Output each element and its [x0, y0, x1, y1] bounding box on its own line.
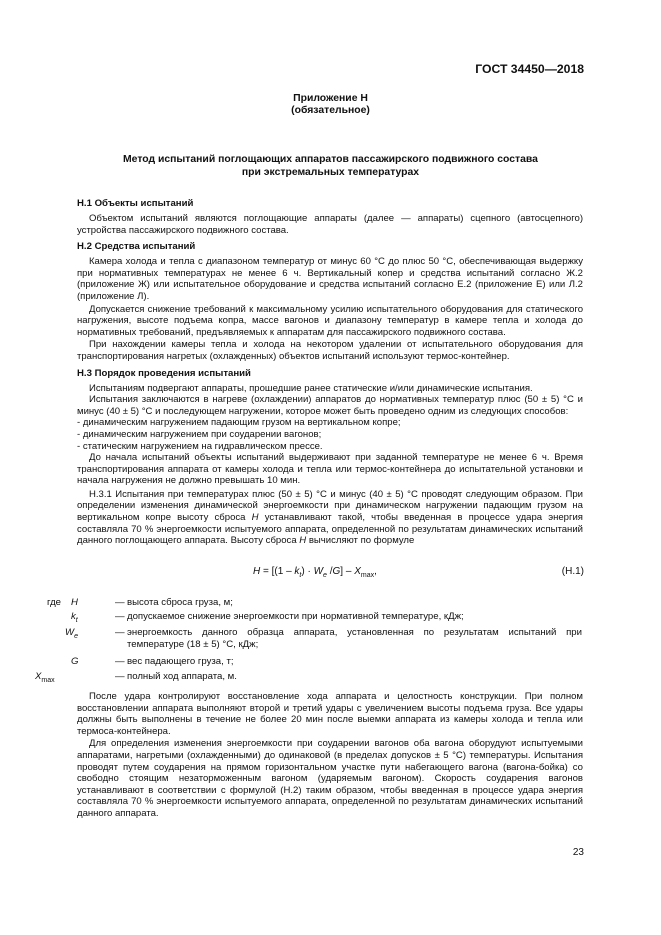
where-symbol: $X_{max}$ [35, 671, 55, 684]
dash: — [115, 611, 125, 622]
symbol-h: Н [299, 535, 307, 547]
section-n1 [77, 198, 583, 547]
where-symbol: H [71, 597, 78, 608]
list-item: - статическим нагружением на гидравлическом прессе. [77, 440, 323, 452]
where-label: где [47, 597, 62, 608]
paragraph [77, 489, 583, 547]
list-item: - динамическим нагружением падающим грузом на вертикальном копре; [77, 417, 401, 429]
dash: — [115, 627, 125, 638]
where-definition: допускаемое снижение энергоемкости при нормативной температуре, кДж; [127, 611, 464, 622]
text-run: вычисляют по формуле [306, 535, 415, 547]
where-definition: энергоемкость данного образца аппарата, установленная по результатам испытаний при температуре (18 ± 5) °С, кДж; [127, 627, 582, 650]
paragraph: Допускается снижение требований к максимальному усилию испытательного оборудования для статического нагружения, высоте подъема копра, массе вагонов и диапазону температур в камере тепла и холода до нормативных требований, предъявляемых к аппаратам для пассажирского подвижного состава. [77, 303, 583, 338]
where-definition: полный ход аппарата, м. [127, 671, 237, 682]
formula: $H = [(1 - k_t) \cdot W_e$ $/G] - X_{max}$, [253, 566, 377, 579]
symbol-h: Н [251, 512, 259, 524]
paragraph: Камера холода и тепла с диапазоном температур от минус 60 °С до плюс 50 °С, обеспечивающая выдержку при нормативных температурах не менее 6 ч. Вертикальный копер и средства испытаний согласно Ж.2 (приложение Ж) или испытательное оборудование и средства испытаний согласно Е.2 (приложение Е) или Л.2 (приложение Л). [77, 256, 583, 302]
appendix-title: Приложение Н [293, 93, 368, 104]
paragraph: При нахождении камеры тепла и холода на некотором удалении от испытательного оборудования для транспортирования нагретых (охлажденных) объектов испытаний используют термос-контейнер. [77, 339, 583, 362]
text-run: устанавливают такой, чтобы введенная в процессе удара энергия составляла 70 % энергоемкости испытуемого аппарата, определенной по результатам динамических испытаний данного поглощающего аппарата. Высоту сброса [77, 512, 583, 547]
where-definition: вес падающего груза, т; [127, 656, 234, 667]
where-symbol: G [71, 656, 79, 667]
section-heading: Н.3 Порядок проведения испытаний [77, 367, 251, 379]
paragraph: Испытания заключаются в нагреве (охлаждении) аппаратов до нормативных температур плюс (50 ± 5) °С и минус (40 ± 5) °С и последующем нагружении, которое может быть проведено одним из следующих способов: [77, 394, 583, 417]
dash: — [115, 671, 125, 682]
after-text [77, 691, 583, 820]
dash: — [115, 656, 125, 667]
text-run: Н.3.1 Испытания при температурах плюс (50 ± 5) °С и минус (40 ± 5) °С проводят следующим образом. При определении изменения динамической энергоемкости при динамическом нагружении падающим грузом на вертикальном копре высоту сброса [77, 488, 583, 524]
paragraph: Для определения изменения энергоемкости при соударении вагонов оба вагона оборудуют испытуемыми аппаратами, нагретыми (охлажденными) до одинаковой (в пределах допусков ± 5 °С) температуры. Испытания проводят путем соударения на прямом горизонтальном участке пути набегающего вагона (вагона-бойка) со свободно стоящим незаторможенным вагоном (ударяемым вагоном). Скорость соударения вагонов устанавливают в соответствии с формулой (Н.2) таким образом, чтобы введенная в процессе удара энергия составляла 70 % энергоемкости испытуемого аппарата, определенной по результатам динамических испытаний данного аппарата. [77, 738, 583, 819]
standard-number: ГОСТ 34450—2018 [475, 62, 584, 76]
method-title-line1: Метод испытаний поглощающих аппаратов пассажирского подвижного состава [123, 154, 538, 165]
paragraph: Испытаниям подвергают аппараты, прошедшие ранее статические и/или динамические испытания. [89, 382, 533, 394]
where-symbol: $W_e$ [65, 627, 78, 640]
paragraph: После удара контролируют восстановление хода аппарата и целостность конструкции. При полном восстановлении аппарата выполняют второй и третий удары с увеличением высоты подъема груза. Все удары должны быть выполнены в течение не более 20 мин после выемки аппарата из камеры холода и тепла или термоса-контейнера. [77, 691, 583, 737]
dash: — [115, 597, 125, 608]
section-heading: Н.1 Объекты испытаний [77, 198, 194, 209]
section-heading: Н.2 Средства испытаний [77, 241, 196, 253]
appendix-status: (обязательное) [291, 105, 370, 116]
method-title-line2: при экстремальных температурах [241, 167, 420, 178]
where-definition: высота сброса груза, м; [127, 597, 233, 608]
paragraph: До начала испытаний объекты испытаний выдерживают при заданной температуре не менее 6 ч. Время транспортирования аппарата от камеры холода и тепла или термос-контейнера до испытательной установки и начала нагружения не должно превышать 10 мин. [77, 452, 583, 487]
page-number: 23 [572, 847, 584, 858]
list-item: - динамическим нагружением при соударении вагонов; [77, 428, 322, 440]
formula-number: (Н.1) [561, 566, 584, 577]
paragraph: Объектом испытаний являются поглощающие аппараты (далее — аппараты) сцепного (автосцепного) устройства пассажирского подвижного состава. [77, 213, 583, 236]
where-symbol: $k_t$ [71, 611, 78, 624]
